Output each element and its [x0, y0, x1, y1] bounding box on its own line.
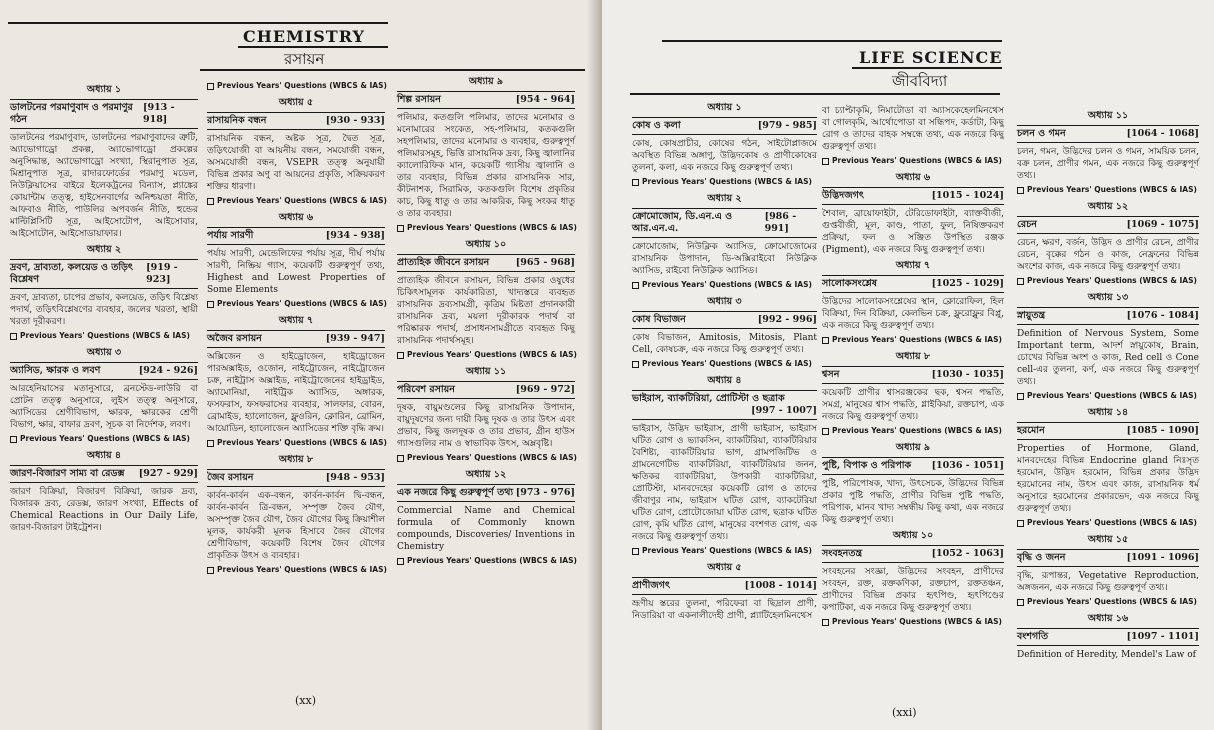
chapter-heading [207, 469, 385, 487]
page-range: [1085 - 1090] [1126, 425, 1199, 436]
chapter-heading [397, 91, 575, 109]
checkbox-square-icon [632, 361, 639, 368]
checkbox-square-icon [822, 428, 829, 435]
previous-questions-label: Previous Years' Questions (WBCS & IAS) [20, 434, 190, 443]
page-range: [992 - 996] [757, 314, 817, 325]
previous-questions-label: Previous Years' Questions (WBCS & IAS) [407, 556, 577, 565]
checkbox-square-icon [397, 352, 404, 359]
chapter-heading [10, 259, 198, 289]
chapter-number: অধ্যায় ১ [86, 84, 122, 95]
chapter-title: প্রাত্যহিক জীবনে রসায়ন [397, 257, 490, 268]
chapter-number: অধ্যায় ৭ [895, 260, 931, 271]
title-rule-mid [852, 67, 1002, 69]
chapter-title: ক্রোমোজোম, ডি.এন.এ ও আর.এন.এ. [632, 211, 733, 234]
previous-questions-label: Previous Years' Questions (WBCS & IAS) [642, 280, 812, 289]
checkbox-square-icon [1017, 520, 1024, 527]
chapter-title: রেচন [1017, 219, 1037, 230]
previous-questions-note [1017, 517, 1199, 529]
checkbox-square-icon [632, 548, 639, 555]
chapter-number: অধ্যায় ৪ [86, 450, 122, 461]
page-range: [939 - 947] [325, 333, 385, 344]
chapter-heading [632, 117, 817, 135]
page-range: [965 - 968] [515, 257, 575, 268]
checkbox-square-icon [207, 567, 214, 574]
previous-questions-label: Previous Years' Questions (WBCS & IAS) [1027, 597, 1197, 606]
chapter-title: সংবহনতন্ত্র [822, 548, 863, 559]
previous-questions-note [397, 222, 575, 234]
page-number: (xxi) [892, 706, 917, 719]
chapter-heading [822, 366, 1004, 384]
checkbox-square-icon [207, 440, 214, 447]
chapter-number: অধ্যায় ১২ [1087, 201, 1129, 212]
chapter-title: স্নায়ুতন্ত্র [1017, 310, 1046, 321]
page-range: [973 - 976] [515, 487, 575, 498]
previous-questions-note [207, 195, 385, 207]
chapter-title: বংশগতি [1017, 631, 1049, 642]
previous-questions-label: Previous Years' Questions (WBCS & IAS) [642, 359, 812, 368]
chapter-summary: উদ্ভিদের সালোকসংশ্লেষের স্থান, ক্লোরোফিল, হিল বিক্রিয়া, দিন বিক্রিয়া, কেলভিন চক্র, ফ্লুরোফ্লুর বিপ্লু, এক নজরে কিছু গুরুত্বপূর্ণ তথ্য। [822, 297, 1004, 331]
chapter-summary: কার্বন-কার্বন এক-বন্ধন, কার্বন-কার্বন দ্বি-বন্ধন, কার্বন-কার্বন ত্রি-বন্ধন, সম্পৃক্ত জৈব যৌগ, অসম্পৃক্ত জৈব যৌগ, জৈব যৌগের কিছু ক্রিয়াশীল মূলক, কার্যকরী মূলক হিসাবে জৈব যৌগের শ্রেণীবিভাগ, কয়েকটি বিশেষ জৈব যৌগের প্রাকৃতিক উৎস ও ব্যবহার। [207, 491, 385, 561]
checkbox-square-icon [1017, 393, 1024, 400]
chapter-number: অধ্যায় ৭ [278, 315, 314, 326]
previous-questions-label: Previous Years' Questions (WBCS & IAS) [217, 196, 387, 205]
chapter-title: জারণ-বিজারণ সাম্য বা রেডক্স [10, 468, 125, 479]
chapter-summary: অক্সিজেন ও হাইড্রোজেন, হাইড্রোজেন পারঅক্সাইড, ওজোন, নাইট্রোজেন, নাইট্রোজেন চক্র, নাইট্রাস অক্সাইড, নাইট্রোজেনের হাইড্রাইড, অ্যামোনিয়া, নাইট্রিক অ্যাসিড, অঙ্গারক, ফসফরাস, ফসফরাসের ব্যবহার, সালফার, বোরন, ব্রোমাইড, হ্যালোজেন, ফ্লুওরিন, ক্লোরিন, ব্রোমিন, আয়োডিন, হ্যালোজেন অ্যাসিডের শক্তি বৃদ্ধি ক্রম। [207, 352, 385, 434]
chapter-title: জৈব রসায়ন [207, 472, 254, 483]
page-range: [997 - 1007] [751, 405, 817, 416]
page-range: [1064 - 1068] [1126, 128, 1199, 139]
chapter-number: অধ্যায় ৫ [707, 562, 742, 573]
left-page [0, 0, 600, 730]
chapter-title: ডালটনের পরমাণুবাদ ও পরমাণুর গঠন [10, 102, 133, 125]
page-range: [979 - 985] [757, 120, 817, 131]
previous-questions-label: Previous Years' Questions (WBCS & IAS) [217, 565, 387, 574]
chapter-summary: সংবহনের সংজ্ঞা, উদ্ভিদের সংবহন, প্রাণীদের সংবহন, রক্ত, রক্তকণিকা, রক্তচাপ, রক্ততঞ্চন, প্রাণীদের বিভিন্ন প্রকার হৃৎপিণ্ড, হৃৎপিণ্ডের কপাটিকা, এক নজরে কিছু গুরুত্বপূর্ণ তথ্য। [822, 567, 1004, 613]
chapter-summary: ভাইরাস, উদ্ভিদ ভাইরাস, প্রাণী ভাইরাস, ভাইরাস ঘটিত রোগ ও ভ্যাকসিন, ব্যাকটিরিয়া, ব্যাকটিরিয়ার বৈশিষ্ট্য, ব্যাকটিরিয়ার ভাগ, গ্রামপজিটিভ ও গ্রামনেগেটিভ ব্যাকটিরিয়া, ব্যাকটিরিয়ার জনন, ক্ষতিকর ব্যাকটিরিয়া, উপকারী ব্যাকটিরিয়া, প্রোটিস্টা, মানবদেহের কয়েকটি রোগ ও তাদের জীবাণুর নাম, ভাইরাস ঘটিত রোগ, ব্যাকটেরিয়া ঘটিত রোগ, প্রোটোজোয়া ঘটিত রোগ, ছত্রাক ঘটিত রোগ, কৃমি ঘটিত রোগ, মানুষের বংশগত রোগ, এক নজরে কিছু গুরুত্বপূর্ণ তথ্য। [632, 424, 817, 542]
chapter-number: অধ্যায় ১১ [465, 366, 507, 377]
chapter-summary: বা চ্যাপ্টাকৃমি, নিমাটোডা বা অ্যাসকেহেলমিনথেস বা গোলকৃমি, আর্থোপোডা বা সন্ধিপদ, কর্ডাটা, কিছু রোগ ও তাদের বাহক সম্বন্ধে তথ্য, এক নজরে কিছু গুরুত্বপূর্ণ তথ্য। [822, 106, 1004, 152]
chapter-number: অধ্যায় ১৩ [1087, 292, 1129, 303]
chapter-number: অধ্যায় ২ [707, 193, 742, 204]
chapter-number: অধ্যায় ৩ [707, 296, 742, 307]
previous-questions-note [822, 155, 1004, 167]
chapter-number: অধ্যায় ৮ [278, 454, 314, 465]
chapter-heading [1017, 125, 1199, 143]
page-range: [924 - 926] [138, 365, 198, 376]
page-title-bn: রসায়ন [284, 50, 325, 68]
page-range: [1052 - 1063] [931, 548, 1004, 559]
chapter-summary: পলিমার, কতগুলি পলিমার, তাদের মনোমার ও মনোমারের সংকেত, সহ-পলিমার, কতকগুলি সহপলিমার, তাদের মনোমার ও ব্যবহার, গুরুত্বপূর্ণ পলিমারসমূহ, ভিত্তি রাসায়নিক দ্রব্য, কিছু জ্বালানির ক্যালোরিফিক মান, কয়েকটি গ্যাসীয় জ্বালানি ও তার ব্যবহার, বিভিন্ন প্রকার রাসায়নিক সার, কীটনাশক, সিরামিক, কতকগুলি বিশেষ প্রকৃতির কাচ, কিছু ধাতু ও তার আকরিক, কিছু সংকর ধাতু ও তার ব্যবহার। [397, 113, 575, 219]
chapter-title: ভাইরাস, ব্যাকটিরিয়া, প্রোটিস্টা ও ছত্রাক [632, 393, 785, 404]
chapter-number: অধ্যায় ৫ [278, 97, 314, 108]
checkbox-square-icon [822, 158, 829, 165]
chapter-number: অধ্যায় ১২ [465, 469, 507, 480]
previous-questions-note [822, 616, 1004, 628]
chapter-number: অধ্যায় ৬ [278, 212, 314, 223]
previous-questions-label: Previous Years' Questions (WBCS & IAS) [1027, 185, 1197, 194]
page-range: [1030 - 1035] [931, 369, 1004, 380]
chapter-summary: চলন, গমন, উদ্ভিদের চলন ও গমন, সাময়িক চলন, বক্র চলন, প্রাণীর গমন, এক নজরে কিছু গুরুত্বপূর্ণ তথ্য। [1017, 147, 1199, 181]
title-rule-top [662, 40, 1002, 42]
checkbox-square-icon [397, 225, 404, 232]
page-range: [1036 - 1051] [931, 460, 1004, 471]
previous-questions-note [10, 433, 198, 445]
left-column-2 [207, 78, 385, 581]
chapter-summary: পুষ্টি, পরিপোষক, খাদ্য, উৎসেচক, উদ্ভিদের বিভিন্ন প্রকার পুষ্টি পদ্ধতি, প্রাণীর বিভিন্ন পুষ্টি পদ্ধতি, পরিপাক, মানব খাদ্য সম্বন্ধীয় কিছু কথা, এক নজরে কিছু গুরুত্বপূর্ণ তথ্য। [822, 479, 1004, 525]
previous-questions-note [632, 279, 817, 291]
title-rule-bottom [200, 69, 585, 71]
previous-questions-label: Previous Years' Questions (WBCS & IAS) [832, 335, 1002, 344]
chapter-heading [822, 187, 1004, 205]
chapter-title: চলন ও গমন [1017, 128, 1066, 139]
checkbox-square-icon [10, 436, 17, 443]
left-column-3 [397, 72, 575, 572]
previous-questions-note [632, 358, 817, 370]
checkbox-square-icon [1017, 278, 1024, 285]
chapter-summary: Properties of Hormone, Gland, মানবদেহের বিভিন্ন Endocrine gland নিঃসৃত হরমোন, উদ্ভিদ হরমোন, বিভিন্ন প্রকার উদ্ভিদ হরমোনের নাম, উৎস এবং কাজ, রাসায়নিক ধর্ম অনুসারে হরমোনের প্রকারভেদ, এক নজরে কিছু গুরুত্বপূর্ণ তথ্য। [1017, 444, 1199, 514]
previous-questions-label: Previous Years' Questions (WBCS & IAS) [20, 331, 190, 340]
chapter-title: পরিবেশ রসায়ন [397, 384, 455, 395]
previous-questions-label: Previous Years' Questions (WBCS & IAS) [217, 438, 387, 447]
checkbox-square-icon [1017, 187, 1024, 194]
chapter-summary: Definition of Nervous System, Some Important term, আদর্শ স্নায়ুকোষ, Brain, চোখের বিভিন্ন অংশ ও কাজ, Red cell ও Cone cell-এর তুলনা, কর্ণ, এক নজরে কিছু গুরুত্বপূর্ণ তথ্য। [1017, 329, 1199, 387]
chapter-title: কোষ ও কলা [632, 120, 681, 131]
previous-questions-label: Previous Years' Questions (WBCS & IAS) [407, 223, 577, 232]
chapter-summary: রাসায়নিক বন্ধন, অষ্টক সূত্র, দ্বৈত সূত্র, তড়িৎযোজী বা আয়নীয় বন্ধন, সমযোজী বন্ধন, অসমযোজী বন্ধন, VSEPR তত্ত্ব অনুযায়ী বিভিন্ন প্রকার অণু বা আয়নের প্রকৃতি, সক্রিয়করণ শক্তির ধারণা। [207, 134, 385, 192]
chapter-summary: প্রাত্যহিক জীবনে রসায়ন, বিভিন্ন প্রকার ওষুধের চিকিৎসামূলক কার্যকারিতা, খাদ্যস্তরে ব্যবহৃত রাসায়নিক দ্রব্যসামগ্রী, কৃত্রিম মিষ্টতা প্রদানকারী রাসায়নিক দ্রব্য, ময়লা দূরীকারক পদার্থ বা পরিষ্কারক পদার্থ, প্রসাধনসামগ্রীতে ব্যবহৃত কিছু রাসায়নিক পদার্থসমূহ। [397, 276, 575, 346]
page-range: [927 - 929] [138, 468, 198, 479]
chapter-heading [397, 381, 575, 399]
chapter-number: অধ্যায় ৯ [468, 76, 504, 87]
previous-questions-note [10, 330, 198, 342]
chapter-heading [10, 362, 198, 380]
checkbox-square-icon [10, 333, 17, 340]
page-range: [930 - 933] [325, 115, 385, 126]
chapter-summary: ক্রোমোজোম, নিউক্লিক অ্যাসিড, ক্রোমোজোমের রাসায়নিক উপাদান, ডি-অক্সিরাইবো নিউক্লিক অ্যাসিড, রাইবো নিউক্লিক অ্যাসিড। [632, 242, 817, 276]
chapter-title: উদ্ভিদজগৎ [822, 190, 864, 201]
page-range: [969 - 972] [515, 384, 575, 395]
chapter-title: অ্যাসিড, ক্ষারক ও লবণ [10, 365, 101, 376]
page-range: [934 - 938] [325, 230, 385, 241]
previous-questions-note [207, 437, 385, 449]
title-rule-top [8, 22, 388, 24]
right-page [602, 0, 1214, 730]
chapter-title: দ্রবণ, দ্রাব্যতা, কলয়েড ও তড়িৎ বিশ্লেষণ [10, 262, 134, 285]
previous-questions-note [822, 334, 1004, 346]
chapter-number: অধ্যায় ১৬ [1087, 613, 1129, 624]
chapter-number: অধ্যায় ৬ [895, 172, 931, 183]
checkbox-square-icon [207, 301, 214, 308]
previous-questions-label: Previous Years' Questions (WBCS & IAS) [217, 299, 387, 308]
previous-questions-note [822, 425, 1004, 437]
previous-questions-note [207, 80, 385, 92]
checkbox-square-icon [632, 179, 639, 186]
checkbox-square-icon [1017, 599, 1024, 606]
right-column-3 [1017, 106, 1199, 663]
previous-questions-note [1017, 390, 1199, 402]
chapter-title: হরমোন [1017, 425, 1045, 436]
page-range: [1091 - 1096] [1126, 552, 1199, 563]
chapter-summary: কোষ, কোষপ্রাচীর, কোষের গঠন, সাইটোপ্লাজমে অবস্থিত বিভিন্ন অঙ্গাণু, উদ্ভিদকোষ ও প্রাণীকোষের তুলনা, কলা, এক নজরে কিছু গুরুত্বপূর্ণ তথ্য। [632, 139, 817, 173]
chapter-title: কোষ বিভাজন [632, 314, 686, 325]
page-range: [1069 - 1075] [1126, 219, 1199, 230]
chapter-summary: বৃদ্ধি, রূপান্তর, Vegetative Reproduction, অঙ্গজনন, এক নজরে কিছু গুরুত্বপূর্ণ তথ্য। [1017, 571, 1199, 593]
page-range: [954 - 964] [515, 94, 575, 105]
chapter-summary: কোষ বিভাজন, Amitosis, Mitosis, Plant Cell, কোষচক্র, এক নজরে কিছু গুরুত্বপূর্ণ তথ্য। [632, 333, 817, 355]
page-range: [948 - 953] [325, 472, 385, 483]
page-number: (xx) [295, 694, 316, 707]
previous-questions-label: Previous Years' Questions (WBCS & IAS) [642, 546, 812, 555]
chapter-number: অধ্যায় ১০ [892, 530, 934, 541]
chapter-summary: দূষক, বায়ুমণ্ডলের কিছু রাসায়নিক উপাদান, বায়ুদূষণের জন্য দায়ী কিছু দূষক ও তার উৎস এবং প্রভাব, কিছু জলদূষক ও তার প্রভাব, গ্রীন হাউস গ্যাসগুলির নাম ও স্বাভাবিক উৎস, অম্লবৃষ্টি। [397, 403, 575, 449]
chapter-heading [10, 99, 198, 129]
page-range: [986 - 991] [764, 211, 797, 234]
previous-questions-label: Previous Years' Questions (WBCS & IAS) [1027, 518, 1197, 527]
previous-questions-note [397, 349, 575, 361]
previous-questions-label: Previous Years' Questions (WBCS & IAS) [642, 177, 812, 186]
previous-questions-label: Previous Years' Questions (WBCS & IAS) [832, 426, 1002, 435]
chapter-heading [207, 227, 385, 245]
previous-questions-note [397, 555, 575, 567]
chapter-summary: ডালটনের পরমাণুবাদ, ডালটনের পরমাণুবাদের ত্রুটি, অ্যাভোগাড্রো প্রকল্প, অ্যাভোগাড্রো প্রকল্পের অনুসিদ্ধান্ত, অ্যাভোগাড্রো সংখ্যা, স্থিরানুপাত সূত্র, মিশ্রানুপাত সূত্র, রাদারফোর্ডের পরমাণু মডেল, নিউক্লিয়াসের বাইরে ইলেকট্রনের বিন্যাস, প্ল্যাঙ্কের কোয়ান্টাম তত্ত্ব, হাইসেনবার্গের অনিশ্চয়তা নীতি, আফবাও নীতি, পাউলির অপবর্জন নীতি, হুন্ডের মাল্টিপ্লিসিটি সূত্র, আইসোটোপ, আইসোবার, আইসোটোন, আইসোডায়াফার। [10, 133, 198, 239]
page-title-en: CHEMISTRY [243, 27, 365, 46]
chapter-title: সালোকসংশ্লেষ [822, 278, 877, 289]
chapter-heading [1017, 422, 1199, 440]
chapter-heading [632, 390, 817, 420]
chapter-summary: জারণ বিক্রিয়া, বিজারণ বিক্রিয়া, জারক দ্রব্য, বিজারক দ্রব্য, রেডক্স, জারণ সংখ্যা, Effects of Chemical Reactions in Our Daily Life, জারণ-বিজারণ টাইট্রেশন। [10, 487, 198, 533]
chapter-summary: রেচন, ক্ষরণ, বর্জন, উদ্ভিদ ও প্রাণীর রেচন, প্রাণীর রেচন, বৃক্কের গঠন ও কাজ, নেফ্রনের বিভিন্ন অংশের কাজ, এক নজরে কিছু গুরুত্বপূর্ণ তথ্য। [1017, 238, 1199, 272]
page-range: [1025 - 1029] [931, 278, 1004, 289]
previous-questions-note [1017, 596, 1199, 608]
chapter-heading [822, 275, 1004, 293]
chapter-heading [10, 465, 198, 483]
chapter-title: এক নজরে কিছু গুরুত্বপূর্ণ তথ্য [397, 487, 514, 498]
chapter-heading [1017, 628, 1199, 646]
checkbox-square-icon [632, 282, 639, 289]
chapter-heading [822, 545, 1004, 563]
chapter-number: অধ্যায় ১৪ [1087, 407, 1129, 418]
chapter-summary: আরহেনিয়াসের মতানুসারে, ব্রনস্টেড-লাউরি বা প্রোটন তত্ত্ব অনুসারে, লুইস তত্ত্ব অনুসারে, অ্যাসিডের শ্রেণীবিভাগ, ক্ষারক, ক্ষারকের শ্রেণী বিভাগ, ক্ষার, বাফার দ্রবণ, সূচক বা নির্দেশক, লবণ। [10, 384, 198, 430]
checkbox-square-icon [822, 619, 829, 626]
chapter-heading [1017, 216, 1199, 234]
chapter-heading [397, 254, 575, 272]
left-column-1 [10, 80, 198, 536]
previous-questions-label: Previous Years' Questions (WBCS & IAS) [832, 617, 1002, 626]
chapter-title: পর্যায় সারণী [207, 230, 254, 241]
page-range: [1076 - 1084] [1126, 310, 1199, 321]
chapter-number: অধ্যায় ৯ [895, 442, 931, 453]
page-title-en: LIFE SCIENCE [859, 48, 1003, 67]
previous-questions-note [632, 176, 817, 188]
chapter-title: প্রাণীজগৎ [632, 580, 671, 591]
page-range: [1097 - 1101] [1126, 631, 1199, 642]
chapter-heading [632, 311, 817, 329]
chapter-heading [1017, 307, 1199, 325]
previous-questions-note [207, 298, 385, 310]
chapter-number: অধ্যায় ৩ [86, 347, 122, 358]
chapter-heading [632, 208, 817, 238]
previous-questions-label: Previous Years' Questions (WBCS & IAS) [407, 453, 577, 462]
chapter-title: শ্বসন [822, 369, 840, 380]
chapter-heading [207, 112, 385, 130]
checkbox-square-icon [822, 337, 829, 344]
chapter-heading [1017, 549, 1199, 567]
chapter-number: অধ্যায় ১৫ [1087, 534, 1129, 545]
chapter-heading [632, 577, 817, 595]
right-column-2 [822, 102, 1004, 633]
chapter-summary: দ্রবণ, দ্রাব্যতা, চাপের প্রভাব, কলয়েড, তড়িৎ বিশ্লেষ্য পদার্থ, তড়িৎবিশ্লেষণের ব্যবহার, জলের খরতা, স্থায়ী খরতা দূরীকরণ। [10, 293, 198, 327]
chapter-heading [822, 457, 1004, 475]
chapter-title: অজৈব রসায়ন [207, 333, 262, 344]
chapter-number: অধ্যায় ২ [86, 244, 122, 255]
previous-questions-label: Previous Years' Questions (WBCS & IAS) [1027, 391, 1197, 400]
chapter-title: শিল্প রসায়ন [397, 94, 441, 105]
checkbox-square-icon [207, 83, 214, 90]
chapter-title: রাসায়নিক বন্ধন [207, 115, 267, 126]
previous-questions-note [1017, 184, 1199, 196]
page-range: [1015 - 1024] [931, 190, 1004, 201]
chapter-number: অধ্যায় ১ [707, 102, 742, 113]
chapter-summary: Definition of Heredity, Mendel's Law of [1017, 650, 1196, 660]
title-rule-bottom [630, 93, 1000, 95]
previous-questions-note [1017, 275, 1199, 287]
chapter-heading [397, 484, 575, 502]
chapter-number: অধ্যায় ৮ [895, 351, 931, 362]
checkbox-square-icon [397, 455, 404, 462]
chapter-number: অধ্যায় ১১ [1087, 110, 1129, 121]
chapter-summary: Commercial Name and Chemical formula of Commonly known compounds, Discoveries/ Inventions in Chemistry [397, 506, 575, 552]
previous-questions-note [397, 452, 575, 464]
chapter-title: বৃদ্ধি ও জনন [1017, 552, 1066, 563]
previous-questions-label: Previous Years' Questions (WBCS & IAS) [832, 156, 1002, 165]
chapter-heading [207, 330, 385, 348]
page-range: [1008 - 1014] [744, 580, 817, 591]
previous-questions-note [207, 564, 385, 576]
chapter-summary: পর্যায় সারণী, মেন্ডেলিফের পর্যায় সূত্র, দীর্ঘ পর্যায় সারণী, নিষ্ক্রিয় গ্যাস, কয়েকটি গুরুত্বপূর্ণ তথ্য, Highest and Lowest Properties of Some Elements [207, 249, 385, 295]
previous-questions-label: Previous Years' Questions (WBCS & IAS) [1027, 276, 1197, 285]
right-column-1 [632, 98, 817, 624]
chapter-title: পুষ্টি, বিপাক ও পরিপাক [822, 460, 912, 471]
chapter-summary: শৈবাল, ব্রায়োফাইটা, টেরিডোফাইটা, ব্যাক্তবীজী, গুপ্তবীজী, মূল, কাণ্ড, পাতা, ফুল, নিষিক্তকরণ প্রক্রিয়া, ফল ও সঞ্জিত উপস্থিত রঞ্জক (Pigment), এক নজরে কিছু গুরুত্বপূর্ণ তথ্য। [822, 209, 1004, 255]
previous-questions-note [632, 545, 817, 557]
previous-questions-label: Previous Years' Questions (WBCS & IAS) [407, 350, 577, 359]
chapter-number: অধ্যায় ১০ [465, 239, 507, 250]
previous-questions-label: Previous Years' Questions (WBCS & IAS) [217, 81, 387, 90]
chapter-number: অধ্যায় ৪ [707, 375, 742, 386]
checkbox-square-icon [397, 558, 404, 565]
chapter-summary: ভ্রূণীয় স্তরের তুলনা, পরিফেরা বা ছিদ্রাল প্রাণী, নিডারিয়া বা একনালীদেহী প্রাণী, প্ল্যাটিহেলমিনথেস [632, 599, 817, 621]
page-title-bn: জীববিদ্যা [892, 72, 948, 90]
page-range: [913 - 918] [142, 102, 175, 125]
checkbox-square-icon [207, 198, 214, 205]
page-range: [919 - 923] [146, 262, 178, 285]
chapter-summary: কয়েকটি প্রাণীর শ্বাসরঞ্জকের ছক, শ্বসন পদ্ধতি, সমগ্র, মানুষের শ্বাস পদ্ধতি, গ্লাইকিয়া, রক্তচাপ, এক নজরে কিছু গুরুত্বপূর্ণ তথ্য। [822, 388, 1004, 422]
